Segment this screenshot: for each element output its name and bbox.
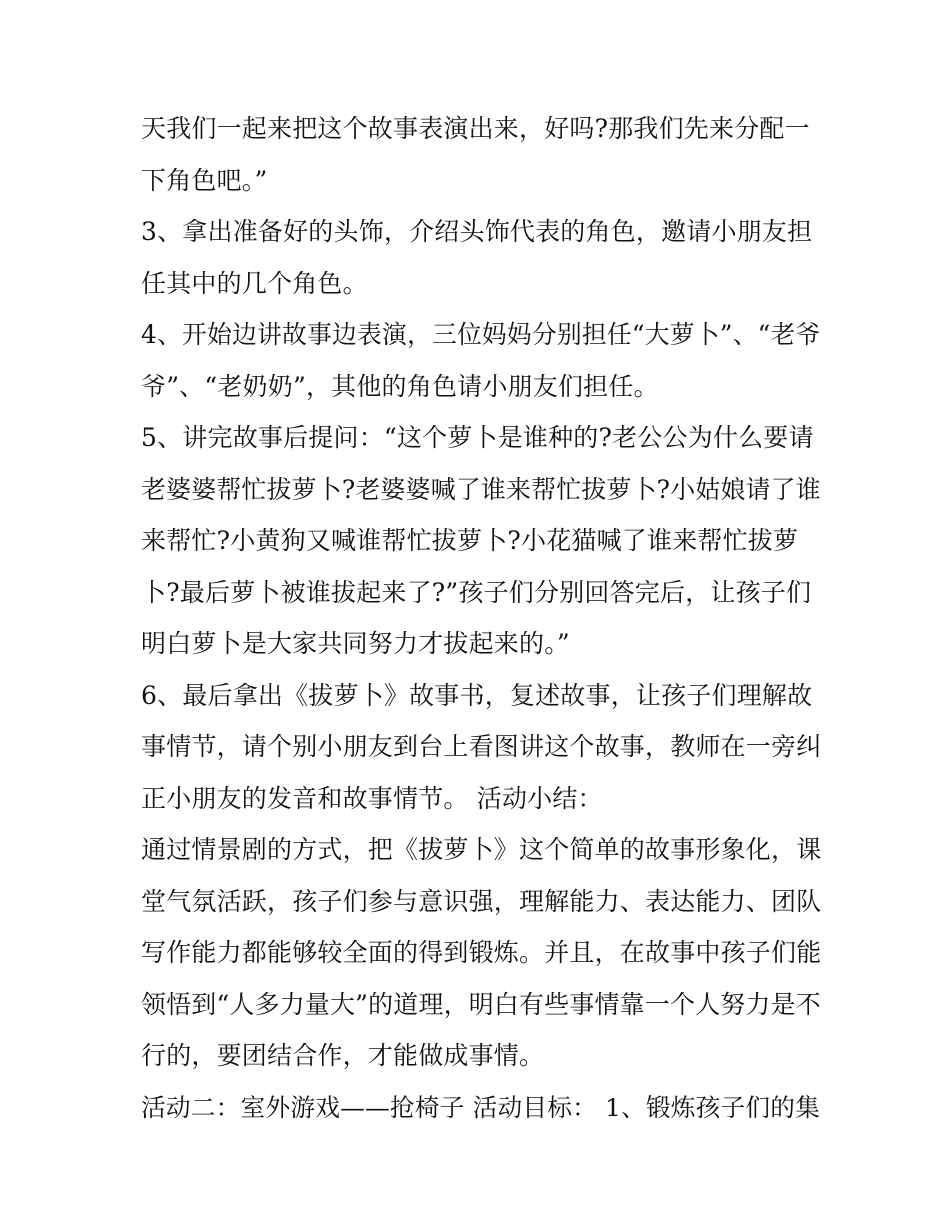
text-line: 天我们一起来把这个故事表演出来，好吗?那我们先来分配一 [141,114,810,143]
text-line: 行的，要团结合作，才能做成事情。 [141,1041,545,1070]
text-line: 活动二：室外游戏——抢椅子 活动目标： 1、锻炼孩子们的集 [141,1092,821,1122]
text-line: 写作能力都能够较全面的得到锻炼。并且，在故事中孩子们能 [141,938,822,967]
text-line: 事情节，请个别小朋友到台上看图讲这个故事，教师在一旁纠 [141,732,822,761]
text-line: 堂气氛活跃，孩子们参与意识强，理解能力、表达能力、团队 [141,886,822,916]
text-line: 通过情景剧的方式，把《拔萝卜》这个简单的故事形象化，课 [141,835,822,864]
document-body [141,103,821,1133]
text-line: 下角色吧。” [141,165,268,195]
text-line: 正小朋友的发音和故事情节。 活动小结： [141,783,603,813]
text-line: 4、开始边讲故事边表演，三位妈妈分别担任“大萝卜”、“老爷 [141,320,821,349]
text-line: 老婆婆帮忙拔萝卜?老婆婆喊了谁来帮忙拔萝卜?小姑娘请了谁 [141,474,821,504]
text-line: 5、讲完故事后提问：“这个萝卜是谁种的?老公公为什么要请 [141,423,814,452]
text-line: 任其中的几个角色。 [141,268,368,298]
text-line: 来帮忙?小黄狗又喊谁帮忙拔萝卜?小花猫喊了谁来帮忙拔萝 [141,526,799,555]
text-line: 领悟到“人多力量大”的道理，明白有些事情靠一个人努力是不 [141,989,821,1019]
text-line: 3、拿出准备好的头饰，介绍头饰代表的角色，邀请小朋友担 [141,217,813,246]
text-line: 6、最后拿出《拔萝卜》故事书，复述故事，让孩子们理解故 [141,680,813,710]
text-line: 爷”、“老奶奶”，其他的角色请小朋友们担任。 [141,371,659,401]
text-line: 卜?最后萝卜被谁拔起来了?”孩子们分别回答完后，让孩子们 [141,577,812,607]
text-line: 明白萝卜是大家共同努力才拔起来的。” [141,629,570,658]
